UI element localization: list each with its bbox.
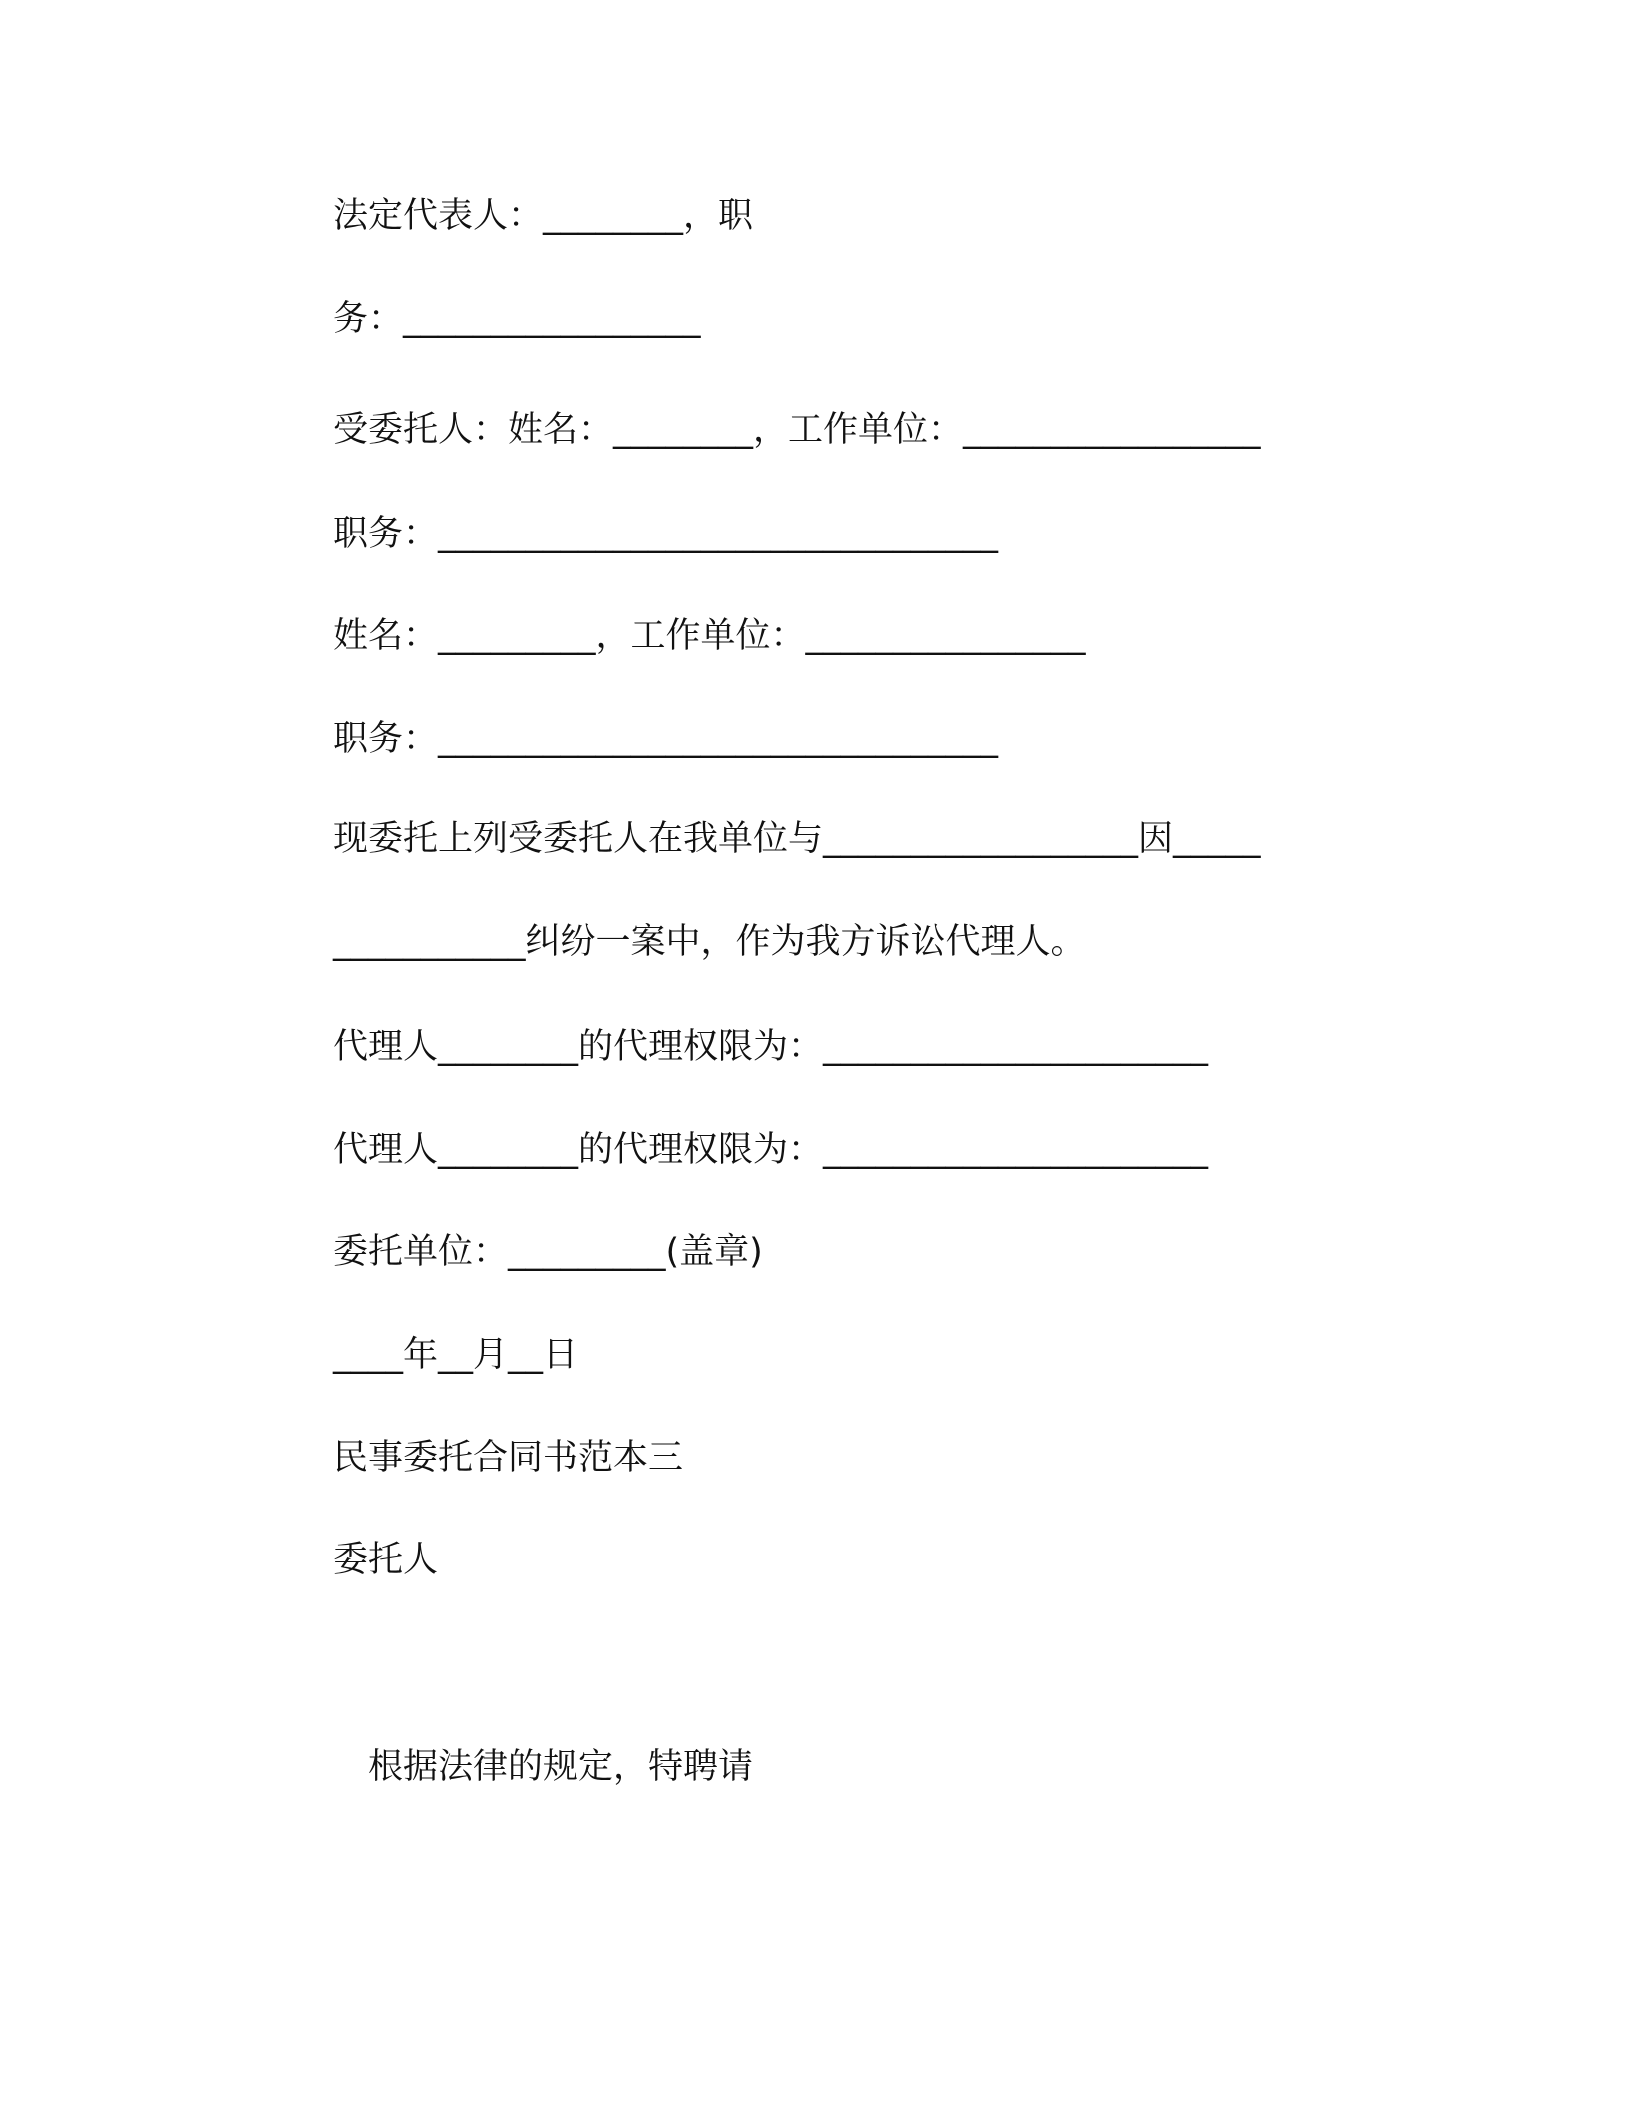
- date-line: ____年__月__日: [333, 1335, 579, 1375]
- second-position-line: 职务：________________________________: [333, 719, 999, 759]
- entrusting-unit-line: 委托单位：_________(盖章): [333, 1232, 763, 1272]
- trustee-position-line: 职务：________________________________: [333, 514, 999, 554]
- position-line: 务：_________________: [333, 299, 701, 339]
- agent-authority-line-1: 代理人________的代理权限为：______________________: [333, 1027, 1209, 1067]
- legal-representative-line: 法定代表人：________，职: [333, 196, 754, 236]
- trustee-name-line: 受委托人：姓名：________，工作单位：_________________: [333, 410, 1261, 450]
- client-label: 委托人: [333, 1540, 439, 1580]
- second-name-line: 姓名：_________，工作单位：________________: [333, 616, 1086, 656]
- section-title: 民事委托合同书范本三: [333, 1438, 684, 1478]
- legal-basis-line: 根据法律的规定，特聘请: [368, 1747, 754, 1787]
- entrust-statement-line: 现委托上列受委托人在我单位与__________________因_____: [333, 819, 1261, 859]
- agent-authority-line-2: 代理人________的代理权限为：______________________: [333, 1130, 1209, 1170]
- dispute-line: ___________纠纷一案中，作为我方诉讼代理人。: [333, 922, 1086, 962]
